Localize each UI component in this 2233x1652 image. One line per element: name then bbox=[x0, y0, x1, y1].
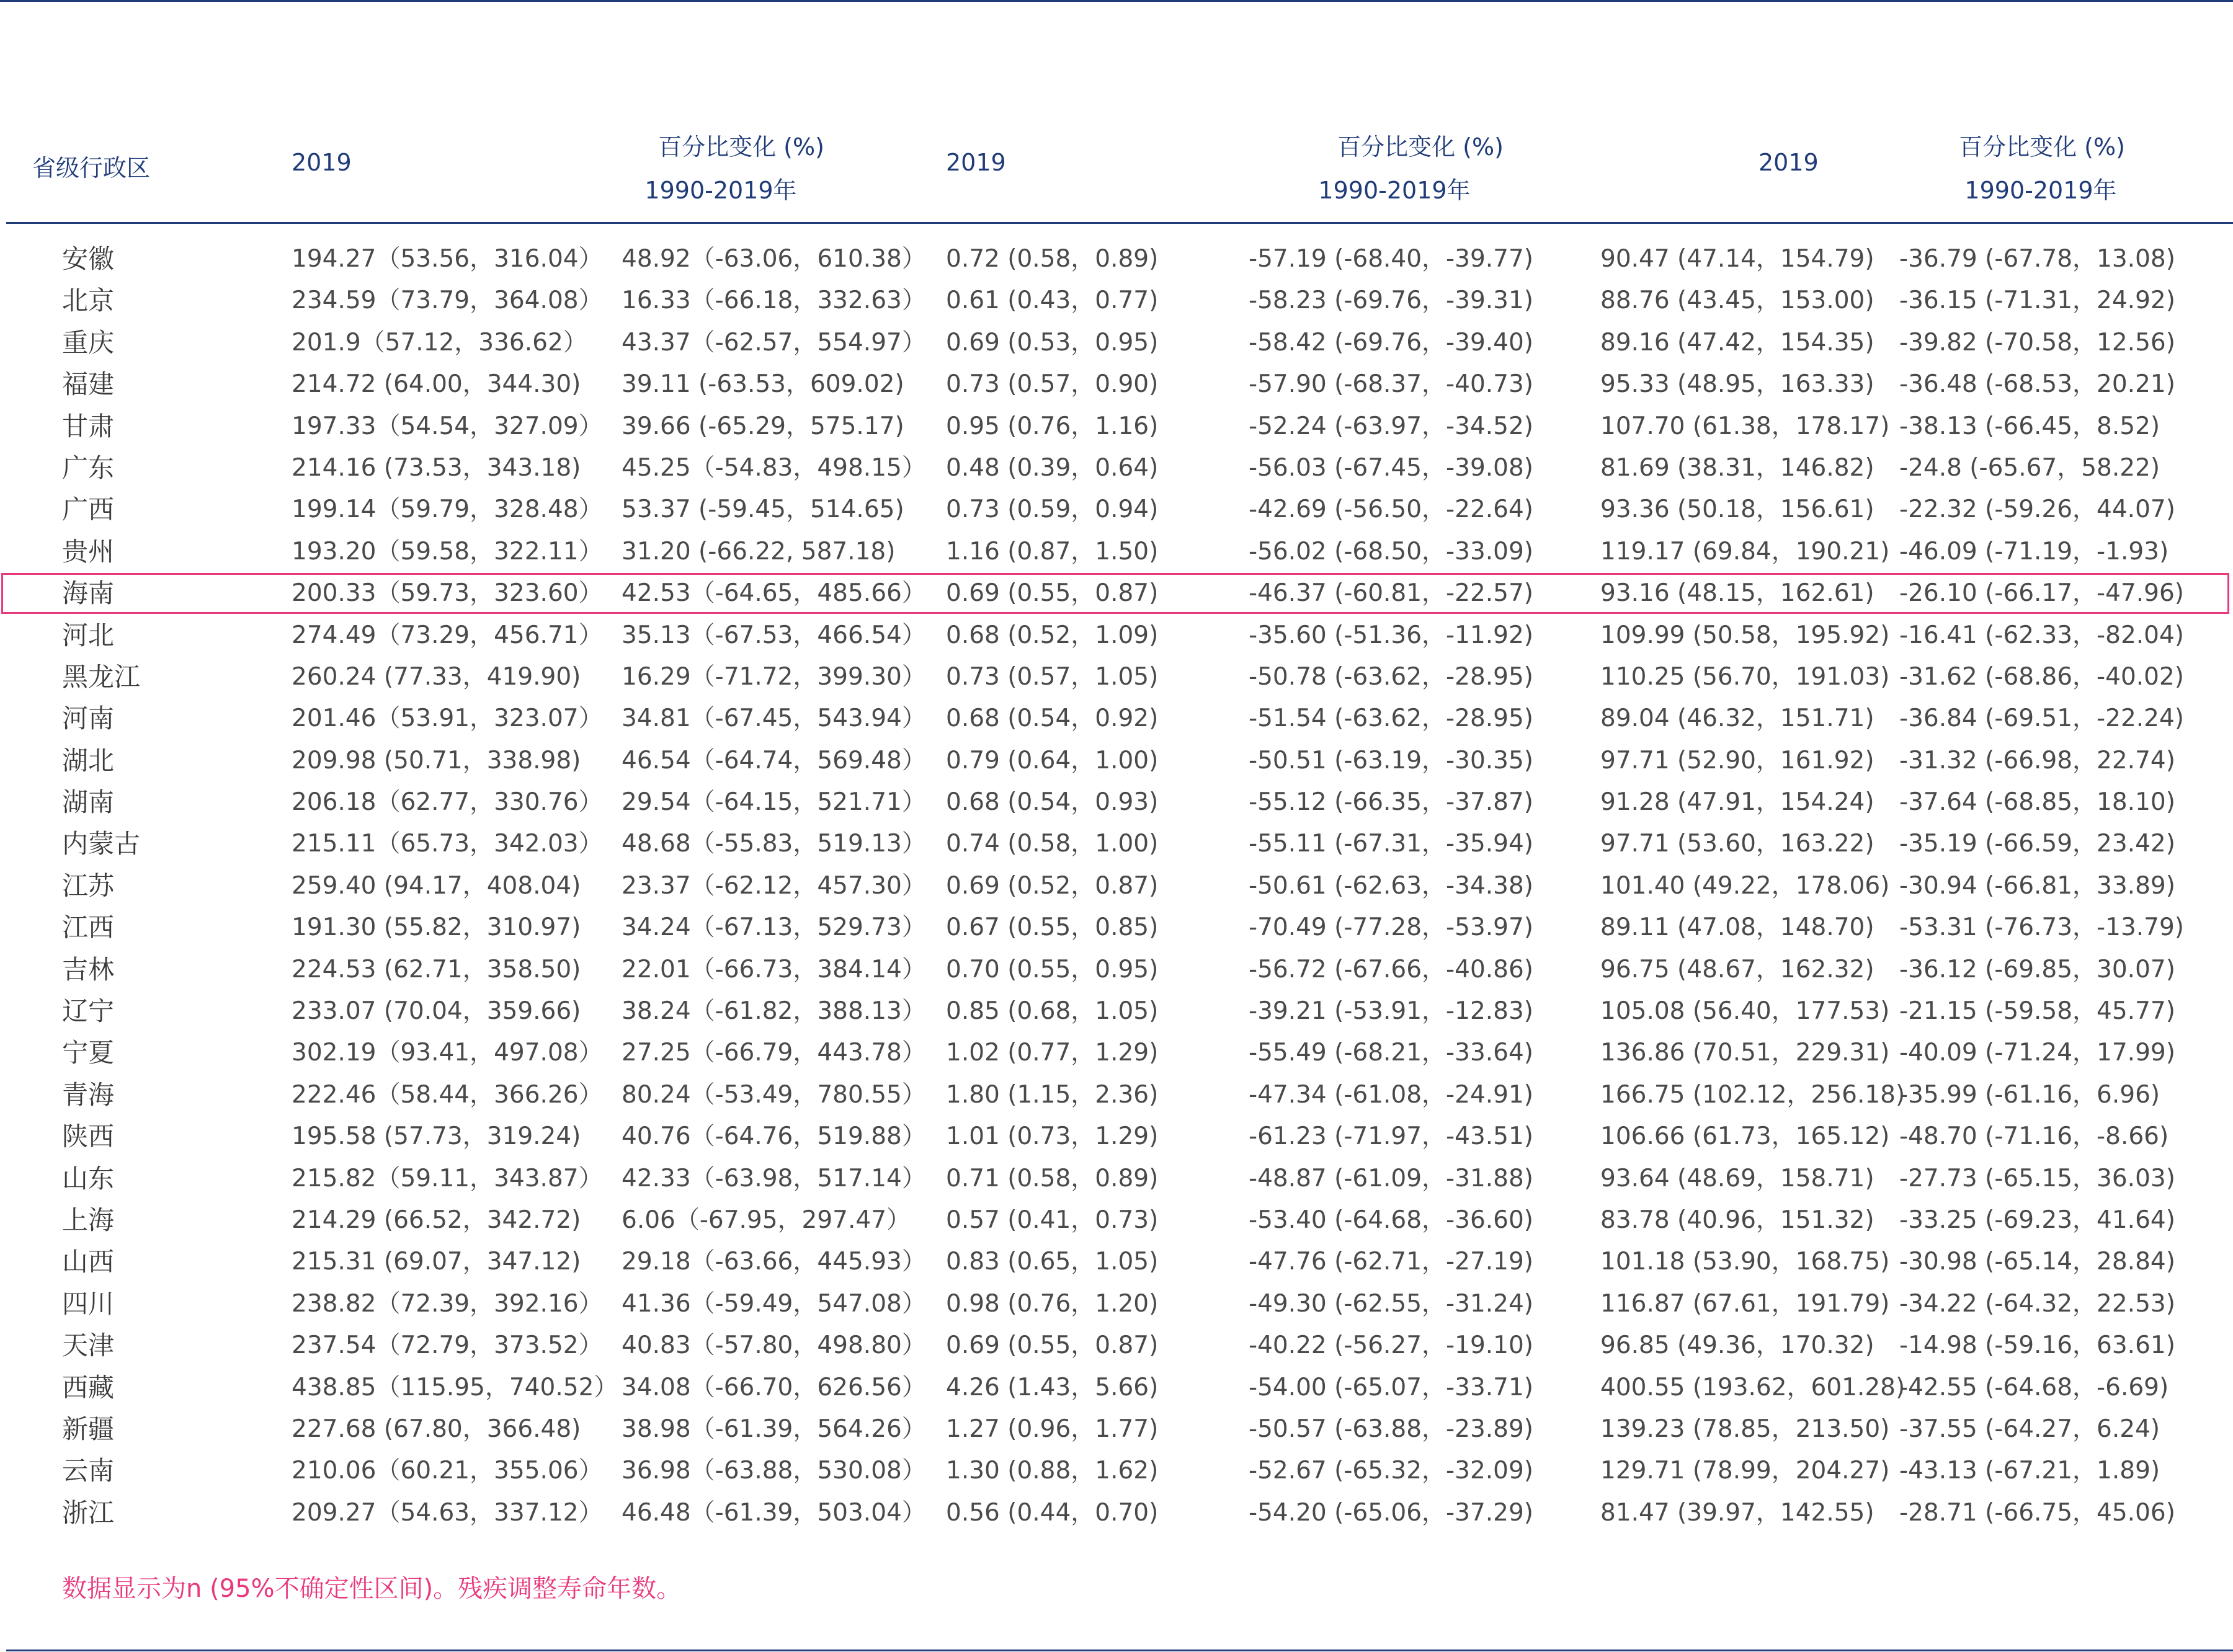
cell-2019-a: 260.24 (77.33，419.90) bbox=[292, 662, 581, 691]
cell-2019-c: 93.36 (50.18，156.61) bbox=[1600, 495, 1874, 524]
cell-2019-c: 96.75 (48.67，162.32) bbox=[1600, 955, 1874, 984]
cell-pct-b: -55.49 (-68.21，-33.64) bbox=[1249, 1039, 1533, 1067]
bottom-rule bbox=[6, 1650, 2233, 1651]
cell-2019-b: 0.83 (0.65，1.05) bbox=[946, 1248, 1159, 1276]
header-2019-a: 2019 bbox=[292, 149, 352, 176]
cell-2019-a: 197.33（54.54，327.09） bbox=[292, 412, 603, 440]
cell-2019-b: 0.74 (0.58，1.00) bbox=[946, 830, 1159, 858]
cell-pct-a: 35.13（-67.53，466.54） bbox=[622, 621, 926, 649]
cell-2019-b: 0.61 (0.43，0.77) bbox=[946, 286, 1159, 315]
cell-2019-c: 106.66 (61.73，165.12) bbox=[1600, 1122, 1890, 1151]
cell-2019-c: 97.71 (52.90，161.92) bbox=[1600, 746, 1874, 775]
cell-pct-b: -48.87 (-61.09，-31.88) bbox=[1249, 1164, 1533, 1192]
province-name: 湖北 bbox=[62, 745, 115, 776]
cell-2019-c: 93.64 (48.69，158.71) bbox=[1600, 1164, 1874, 1192]
cell-pct-c: -30.94 (-66.81，33.89) bbox=[1899, 871, 2175, 900]
cell-2019-b: 4.26 (1.43，5.66) bbox=[946, 1373, 1159, 1401]
province-name: 河南 bbox=[62, 703, 115, 734]
cell-pct-a: 27.25（-66.79，443.78） bbox=[622, 1039, 926, 1067]
cell-pct-b: -54.00 (-65.07，-33.71) bbox=[1249, 1373, 1533, 1401]
cell-pct-c: -36.15 (-71.31，24.92) bbox=[1899, 286, 2175, 315]
cell-2019-c: 109.99 (50.58，195.92) bbox=[1600, 621, 1890, 649]
cell-pct-c: -27.73 (-65.15，36.03) bbox=[1899, 1164, 2175, 1192]
table-row bbox=[0, 1158, 2233, 1199]
header-province: 省级行政区 bbox=[32, 154, 151, 182]
cell-pct-a: 42.33（-63.98，517.14） bbox=[622, 1164, 926, 1192]
province-name: 贵州 bbox=[62, 536, 115, 567]
cell-2019-b: 1.27 (0.96，1.77) bbox=[946, 1414, 1159, 1443]
cell-2019-a: 215.82（59.11，343.87） bbox=[292, 1164, 603, 1192]
cell-pct-a: 46.54（-64.74，569.48） bbox=[622, 746, 926, 775]
cell-2019-a: 200.33（59.73，323.60） bbox=[292, 579, 603, 608]
header-pct-b-title: 百分比变化 (%) bbox=[1337, 133, 1504, 161]
cell-pct-b: -70.49 (-77.28，-53.97) bbox=[1249, 913, 1533, 942]
top-rule bbox=[0, 0, 2233, 2]
cell-2019-b: 0.73 (0.59，0.94) bbox=[946, 495, 1159, 524]
cell-pct-c: -35.99 (-61.16，6.96) bbox=[1899, 1080, 2160, 1109]
cell-pct-a: 34.08（-66.70，626.56） bbox=[622, 1373, 926, 1401]
province-name: 湖南 bbox=[62, 787, 115, 818]
cell-pct-b: -50.61 (-62.63，-34.38) bbox=[1249, 871, 1533, 900]
cell-pct-c: -37.64 (-68.85，18.10) bbox=[1899, 788, 2175, 817]
table-row bbox=[0, 1074, 2233, 1116]
cell-pct-b: -56.72 (-67.66，-40.86) bbox=[1249, 955, 1533, 984]
cell-2019-a: 237.54（72.79，373.52） bbox=[292, 1331, 603, 1360]
province-name: 新疆 bbox=[62, 1413, 115, 1444]
cell-2019-b: 0.73 (0.57，0.90) bbox=[946, 370, 1159, 399]
table-row bbox=[0, 990, 2233, 1032]
header-pct-c-title: 百分比变化 (%) bbox=[1959, 133, 2125, 161]
cell-pct-a: 29.18（-63.66，445.93） bbox=[622, 1248, 926, 1276]
province-name: 广西 bbox=[62, 494, 115, 525]
table-row bbox=[0, 615, 2233, 656]
cell-pct-c: -37.55 (-64.27，6.24) bbox=[1899, 1414, 2160, 1443]
cell-pct-b: -55.11 (-67.31，-35.94) bbox=[1249, 830, 1533, 858]
cell-pct-b: -55.12 (-66.35，-37.87) bbox=[1249, 788, 1533, 817]
cell-2019-a: 201.46（53.91，323.07） bbox=[292, 704, 603, 733]
cell-2019-c: 129.71 (78.99，204.27) bbox=[1600, 1457, 1890, 1485]
cell-pct-a: 45.25（-54.83，498.15） bbox=[622, 453, 926, 482]
cell-pct-b: -46.37 (-60.81，-22.57) bbox=[1249, 579, 1533, 608]
table-row bbox=[0, 1408, 2233, 1450]
cell-pct-c: -24.8 (-65.67，58.22) bbox=[1899, 453, 2160, 482]
cell-pct-a: 48.92（-63.06，610.38） bbox=[622, 245, 926, 273]
province-name: 广东 bbox=[62, 452, 115, 483]
table-row bbox=[0, 740, 2233, 781]
cell-pct-a: 38.24（-61.82，388.13） bbox=[622, 997, 926, 1026]
cell-2019-c: 89.11 (47.08，148.70) bbox=[1600, 913, 1874, 942]
header-pct-a-range: 1990-2019年 bbox=[644, 177, 797, 204]
cell-pct-c: -43.13 (-67.21，1.89) bbox=[1899, 1457, 2160, 1485]
cell-2019-b: 0.68 (0.54，0.93) bbox=[946, 788, 1159, 817]
cell-pct-a: 80.24（-53.49，780.55） bbox=[622, 1080, 926, 1109]
cell-2019-b: 0.69 (0.55，0.87) bbox=[946, 579, 1159, 608]
cell-pct-a: 39.66 (-65.29，575.17) bbox=[622, 412, 904, 440]
cell-pct-c: -14.98 (-59.16，63.61) bbox=[1899, 1331, 2175, 1360]
table-row bbox=[0, 531, 2233, 572]
cell-2019-a: 195.58 (57.73，319.24) bbox=[292, 1122, 581, 1151]
cell-pct-b: -52.24 (-63.97，-34.52) bbox=[1249, 412, 1533, 440]
cell-pct-b: -58.23 (-69.76，-39.31) bbox=[1249, 286, 1533, 315]
cell-pct-c: -21.15 (-59.58，45.77) bbox=[1899, 997, 2175, 1026]
cell-pct-a: 40.76（-64.76，519.88） bbox=[622, 1122, 926, 1151]
cell-pct-c: -46.09 (-71.19，-1.93) bbox=[1899, 537, 2169, 566]
cell-pct-b: -57.19 (-68.40，-39.77) bbox=[1249, 245, 1533, 273]
cell-2019-c: 166.75 (102.12，256.18) bbox=[1600, 1080, 1905, 1109]
cell-pct-a: 46.48（-61.39，503.04） bbox=[622, 1498, 926, 1527]
cell-2019-c: 139.23 (78.85，213.50) bbox=[1600, 1414, 1890, 1443]
cell-pct-b: -61.23 (-71.97，-43.51) bbox=[1249, 1122, 1533, 1151]
province-name: 江苏 bbox=[62, 870, 115, 901]
table-row bbox=[0, 1450, 2233, 1491]
cell-2019-c: 88.76 (43.45，153.00) bbox=[1600, 286, 1874, 315]
cell-pct-b: -52.67 (-65.32，-32.09) bbox=[1249, 1457, 1533, 1485]
cell-2019-a: 206.18（62.77，330.76） bbox=[292, 788, 603, 817]
cell-2019-a: 302.19（93.41，497.08） bbox=[292, 1039, 603, 1067]
cell-pct-c: -31.32 (-66.98，22.74) bbox=[1899, 746, 2175, 775]
table-row bbox=[0, 238, 2233, 280]
cell-2019-b: 0.69 (0.53，0.95) bbox=[946, 328, 1159, 357]
cell-pct-a: 34.81（-67.45，543.94） bbox=[622, 704, 926, 733]
cell-2019-a: 194.27（53.56，316.04） bbox=[292, 245, 603, 273]
cell-2019-b: 1.30 (0.88，1.62) bbox=[946, 1457, 1159, 1485]
cell-pct-c: -33.25 (-69.23，41.64) bbox=[1899, 1206, 2175, 1234]
cell-2019-a: 210.06（60.21，355.06） bbox=[292, 1457, 603, 1485]
province-name: 四川 bbox=[62, 1288, 115, 1319]
cell-2019-a: 227.68 (67.80，366.48) bbox=[292, 1414, 581, 1443]
cell-pct-b: -58.42 (-69.76，-39.40) bbox=[1249, 328, 1533, 357]
cell-pct-c: -40.09 (-71.24，17.99) bbox=[1899, 1039, 2175, 1067]
province-name: 内蒙古 bbox=[62, 828, 141, 859]
cell-2019-c: 97.71 (53.60，163.22) bbox=[1600, 830, 1874, 858]
province-name: 浙江 bbox=[62, 1497, 115, 1528]
cell-2019-b: 0.56 (0.44，0.70) bbox=[946, 1498, 1159, 1527]
header-rule bbox=[6, 222, 2233, 224]
table-row bbox=[0, 656, 2233, 698]
table-row bbox=[0, 1283, 2233, 1325]
header-pct-b-range: 1990-2019年 bbox=[1318, 177, 1471, 204]
cell-2019-c: 81.69 (38.31，146.82) bbox=[1600, 453, 1874, 482]
cell-2019-a: 214.16 (73.53，343.18) bbox=[292, 453, 581, 482]
cell-pct-b: -54.20 (-65.06，-37.29) bbox=[1249, 1498, 1533, 1527]
province-name: 宁夏 bbox=[62, 1037, 115, 1068]
table-body bbox=[0, 238, 2233, 1534]
table-row bbox=[0, 949, 2233, 990]
cell-2019-c: 93.16 (48.15，162.61) bbox=[1600, 579, 1874, 608]
table-row-highlighted bbox=[0, 572, 2233, 614]
cell-2019-a: 201.9（57.12，336.62） bbox=[292, 328, 587, 357]
cell-2019-c: 95.33 (48.95，163.33) bbox=[1600, 370, 1874, 399]
cell-pct-a: 43.37（-62.57，554.97） bbox=[622, 328, 926, 357]
cell-pct-c: -38.13 (-66.45，8.52) bbox=[1899, 412, 2160, 440]
cell-pct-b: -42.69 (-56.50，-22.64) bbox=[1249, 495, 1533, 524]
table-row bbox=[0, 865, 2233, 907]
cell-2019-a: 199.14（59.79，328.48） bbox=[292, 495, 603, 524]
cell-pct-b: -51.54 (-63.62，-28.95) bbox=[1249, 704, 1533, 733]
cell-pct-a: 23.37（-62.12，457.30） bbox=[622, 871, 926, 900]
table-row bbox=[0, 1325, 2233, 1366]
cell-pct-c: -39.82 (-70.58，12.56) bbox=[1899, 328, 2175, 357]
cell-pct-b: -56.02 (-68.50，-33.09) bbox=[1249, 537, 1533, 566]
cell-pct-b: -49.30 (-62.55，-31.24) bbox=[1249, 1289, 1533, 1318]
cell-pct-c: -48.70 (-71.16，-8.66) bbox=[1899, 1122, 2169, 1151]
table-row bbox=[0, 1116, 2233, 1157]
cell-2019-b: 0.72 (0.58，0.89) bbox=[946, 245, 1159, 273]
cell-2019-b: 1.16 (0.87，1.50) bbox=[946, 537, 1159, 566]
cell-2019-a: 209.98 (50.71，338.98) bbox=[292, 746, 581, 775]
cell-pct-c: -36.48 (-68.53，20.21) bbox=[1899, 370, 2175, 399]
header-pct-a-title: 百分比变化 (%) bbox=[658, 133, 824, 161]
cell-pct-c: -42.55 (-64.68，-6.69) bbox=[1899, 1373, 2169, 1401]
cell-2019-b: 0.69 (0.52，0.87) bbox=[946, 871, 1159, 900]
province-name: 福建 bbox=[62, 369, 115, 400]
cell-2019-a: 215.31 (69.07，347.12) bbox=[292, 1248, 581, 1276]
province-name: 北京 bbox=[62, 285, 115, 316]
table-row bbox=[0, 447, 2233, 489]
cell-pct-b: -47.34 (-61.08，-24.91) bbox=[1249, 1080, 1533, 1109]
cell-pct-c: -16.41 (-62.33，-82.04) bbox=[1899, 621, 2184, 649]
cell-pct-c: -26.10 (-66.17，-47.96) bbox=[1899, 579, 2184, 608]
province-name: 江西 bbox=[62, 912, 115, 943]
cell-2019-c: 89.16 (47.42，154.35) bbox=[1600, 328, 1874, 357]
province-name: 山东 bbox=[62, 1163, 115, 1194]
cell-pct-c: -36.12 (-69.85，30.07) bbox=[1899, 955, 2175, 984]
cell-2019-a: 222.46（58.44，366.26） bbox=[292, 1080, 603, 1109]
cell-2019-b: 0.48 (0.39，0.64) bbox=[946, 453, 1159, 482]
cell-2019-c: 107.70 (61.38，178.17) bbox=[1600, 412, 1890, 440]
province-name: 陕西 bbox=[62, 1121, 115, 1152]
province-name: 上海 bbox=[62, 1204, 115, 1235]
province-name: 甘肃 bbox=[62, 411, 115, 442]
cell-2019-b: 0.67 (0.55，0.85) bbox=[946, 913, 1159, 942]
cell-pct-b: -40.22 (-56.27，-19.10) bbox=[1249, 1331, 1533, 1360]
cell-2019-a: 224.53 (62.71，358.50) bbox=[292, 955, 581, 984]
cell-2019-a: 214.72 (64.00，344.30) bbox=[292, 370, 581, 399]
table-row bbox=[0, 1367, 2233, 1408]
cell-2019-a: 238.82（72.39，392.16） bbox=[292, 1289, 603, 1318]
table-row bbox=[0, 823, 2233, 864]
table-row bbox=[0, 1241, 2233, 1282]
cell-2019-a: 234.59（73.79，364.08） bbox=[292, 286, 603, 315]
province-name: 重庆 bbox=[62, 327, 115, 358]
cell-2019-b: 1.80 (1.15，2.36) bbox=[946, 1080, 1159, 1109]
header-2019-b: 2019 bbox=[946, 149, 1006, 176]
cell-pct-a: 42.53（-64.65，485.66） bbox=[622, 579, 926, 608]
cell-pct-c: -36.84 (-69.51，-22.24) bbox=[1899, 704, 2184, 733]
table-row bbox=[0, 280, 2233, 321]
cell-2019-b: 0.95 (0.76，1.16) bbox=[946, 412, 1159, 440]
header-2019-c: 2019 bbox=[1758, 149, 1819, 176]
cell-pct-c: -31.62 (-68.86，-40.02) bbox=[1899, 662, 2184, 691]
province-name: 河北 bbox=[62, 620, 115, 651]
province-name: 青海 bbox=[62, 1079, 115, 1110]
cell-2019-c: 136.86 (70.51，229.31) bbox=[1600, 1039, 1890, 1067]
cell-2019-c: 83.78 (40.96，151.32) bbox=[1600, 1206, 1874, 1234]
cell-2019-b: 0.69 (0.55，0.87) bbox=[946, 1331, 1159, 1360]
cell-2019-c: 116.87 (67.61，191.79) bbox=[1600, 1289, 1890, 1318]
cell-2019-c: 105.08 (56.40，177.53) bbox=[1600, 997, 1890, 1026]
cell-pct-b: -50.57 (-63.88，-23.89) bbox=[1249, 1414, 1533, 1443]
cell-pct-b: -50.51 (-63.19，-30.35) bbox=[1249, 746, 1533, 775]
cell-pct-a: 29.54（-64.15，521.71） bbox=[622, 788, 926, 817]
cell-2019-a: 209.27（54.63，337.12） bbox=[292, 1498, 603, 1527]
cell-2019-b: 0.79 (0.64，1.00) bbox=[946, 746, 1159, 775]
table-row bbox=[0, 781, 2233, 823]
cell-pct-c: -36.79 (-67.78，13.08) bbox=[1899, 245, 2175, 273]
cell-pct-a: 53.37 (-59.45，514.65) bbox=[622, 495, 904, 524]
cell-pct-c: -28.71 (-66.75，45.06) bbox=[1899, 1498, 2175, 1527]
cell-pct-c: -22.32 (-59.26，44.07) bbox=[1899, 495, 2175, 524]
cell-pct-a: 39.11 (-63.53，609.02) bbox=[622, 370, 904, 399]
footnote: 数据显示为n (95%不确定性区间)。残疾调整寿命年数。 bbox=[62, 1574, 682, 1603]
cell-2019-c: 119.17 (69.84，190.21) bbox=[1600, 537, 1890, 566]
cell-pct-b: -50.78 (-63.62，-28.95) bbox=[1249, 662, 1533, 691]
cell-pct-a: 41.36（-59.49，547.08） bbox=[622, 1289, 926, 1318]
cell-2019-a: 191.30 (55.82，310.97) bbox=[292, 913, 581, 942]
cell-2019-b: 0.57 (0.41，0.73) bbox=[946, 1206, 1159, 1234]
cell-2019-c: 400.55 (193.62，601.28) bbox=[1600, 1373, 1905, 1401]
cell-pct-a: 6.06（-67.95，297.47） bbox=[622, 1206, 911, 1234]
cell-pct-a: 31.20 (-66.22, 587.18) bbox=[622, 537, 896, 566]
cell-pct-c: -34.22 (-64.32，22.53) bbox=[1899, 1289, 2175, 1318]
cell-2019-c: 96.85 (49.36，170.32) bbox=[1600, 1331, 1874, 1360]
cell-pct-b: -57.90 (-68.37，-40.73) bbox=[1249, 370, 1533, 399]
cell-pct-a: 16.29（-71.72，399.30） bbox=[622, 662, 926, 691]
cell-pct-b: -47.76 (-62.71，-27.19) bbox=[1249, 1248, 1533, 1276]
cell-2019-b: 0.68 (0.54，0.92) bbox=[946, 704, 1159, 733]
cell-2019-c: 89.04 (46.32，151.71) bbox=[1600, 704, 1874, 733]
table-row bbox=[0, 363, 2233, 405]
table-row bbox=[0, 907, 2233, 948]
cell-pct-a: 22.01（-66.73，384.14） bbox=[622, 955, 926, 984]
cell-pct-b: -56.03 (-67.45，-39.08) bbox=[1249, 453, 1533, 482]
cell-2019-a: 215.11（65.73，342.03） bbox=[292, 830, 603, 858]
cell-2019-a: 274.49（73.29，456.71） bbox=[292, 621, 603, 649]
cell-2019-b: 0.98 (0.76，1.20) bbox=[946, 1289, 1159, 1318]
table-row bbox=[0, 1199, 2233, 1241]
cell-2019-b: 0.68 (0.52，1.09) bbox=[946, 621, 1159, 649]
table-row bbox=[0, 489, 2233, 530]
cell-2019-b: 0.73 (0.57，1.05) bbox=[946, 662, 1159, 691]
cell-2019-a: 259.40 (94.17，408.04) bbox=[292, 871, 581, 900]
province-name: 西藏 bbox=[62, 1372, 115, 1403]
cell-2019-b: 1.02 (0.77，1.29) bbox=[946, 1039, 1159, 1067]
cell-pct-b: -35.60 (-51.36，-11.92) bbox=[1249, 621, 1533, 649]
table-row bbox=[0, 322, 2233, 363]
cell-2019-c: 101.18 (53.90，168.75) bbox=[1600, 1248, 1890, 1276]
cell-2019-a: 214.29 (66.52，342.72) bbox=[292, 1206, 581, 1234]
cell-pct-a: 48.68（-55.83，519.13） bbox=[622, 830, 926, 858]
cell-pct-a: 16.33（-66.18，332.63） bbox=[622, 286, 926, 315]
cell-2019-c: 110.25 (56.70，191.03) bbox=[1600, 662, 1890, 691]
table-row bbox=[0, 406, 2233, 447]
cell-2019-b: 1.01 (0.73，1.29) bbox=[946, 1122, 1159, 1151]
province-name: 山西 bbox=[62, 1246, 115, 1277]
header-pct-c-range: 1990-2019年 bbox=[1964, 177, 2117, 204]
table-row bbox=[0, 698, 2233, 739]
cell-pct-c: -35.19 (-66.59，23.42) bbox=[1899, 830, 2175, 858]
table-row bbox=[0, 1492, 2233, 1534]
province-name: 黑龙江 bbox=[62, 661, 141, 692]
cell-pct-b: -53.40 (-64.68，-36.60) bbox=[1249, 1206, 1533, 1234]
table-row bbox=[0, 1032, 2233, 1073]
cell-2019-b: 0.71 (0.58，0.89) bbox=[946, 1164, 1159, 1192]
cell-2019-c: 101.40 (49.22，178.06) bbox=[1600, 871, 1890, 900]
cell-2019-c: 90.47 (47.14，154.79) bbox=[1600, 245, 1874, 273]
cell-pct-a: 34.24（-67.13，529.73） bbox=[622, 913, 926, 942]
cell-pct-a: 40.83（-57.80，498.80） bbox=[622, 1331, 926, 1360]
cell-pct-a: 38.98（-61.39，564.26） bbox=[622, 1414, 926, 1443]
cell-2019-b: 0.70 (0.55，0.95) bbox=[946, 955, 1159, 984]
cell-pct-c: -53.31 (-76.73，-13.79) bbox=[1899, 913, 2184, 942]
cell-2019-b: 0.85 (0.68，1.05) bbox=[946, 997, 1159, 1026]
cell-2019-c: 81.47 (39.97，142.55) bbox=[1600, 1498, 1874, 1527]
cell-2019-a: 233.07 (70.04，359.66) bbox=[292, 997, 581, 1026]
cell-2019-a: 438.85（115.95，740.52） bbox=[292, 1373, 618, 1401]
cell-2019-a: 193.20（59.58，322.11） bbox=[292, 537, 603, 566]
province-name: 天津 bbox=[62, 1330, 115, 1361]
province-name: 辽宁 bbox=[62, 996, 115, 1027]
province-name: 吉林 bbox=[62, 954, 115, 985]
province-name: 云南 bbox=[62, 1455, 115, 1486]
cell-pct-b: -39.21 (-53.91，-12.83) bbox=[1249, 997, 1533, 1026]
province-name: 海南 bbox=[62, 578, 115, 609]
cell-pct-c: -30.98 (-65.14，28.84) bbox=[1899, 1248, 2175, 1276]
province-name: 安徽 bbox=[62, 244, 115, 274]
cell-pct-a: 36.98（-63.88，530.08） bbox=[622, 1457, 926, 1485]
cell-2019-c: 91.28 (47.91，154.24) bbox=[1600, 788, 1874, 817]
